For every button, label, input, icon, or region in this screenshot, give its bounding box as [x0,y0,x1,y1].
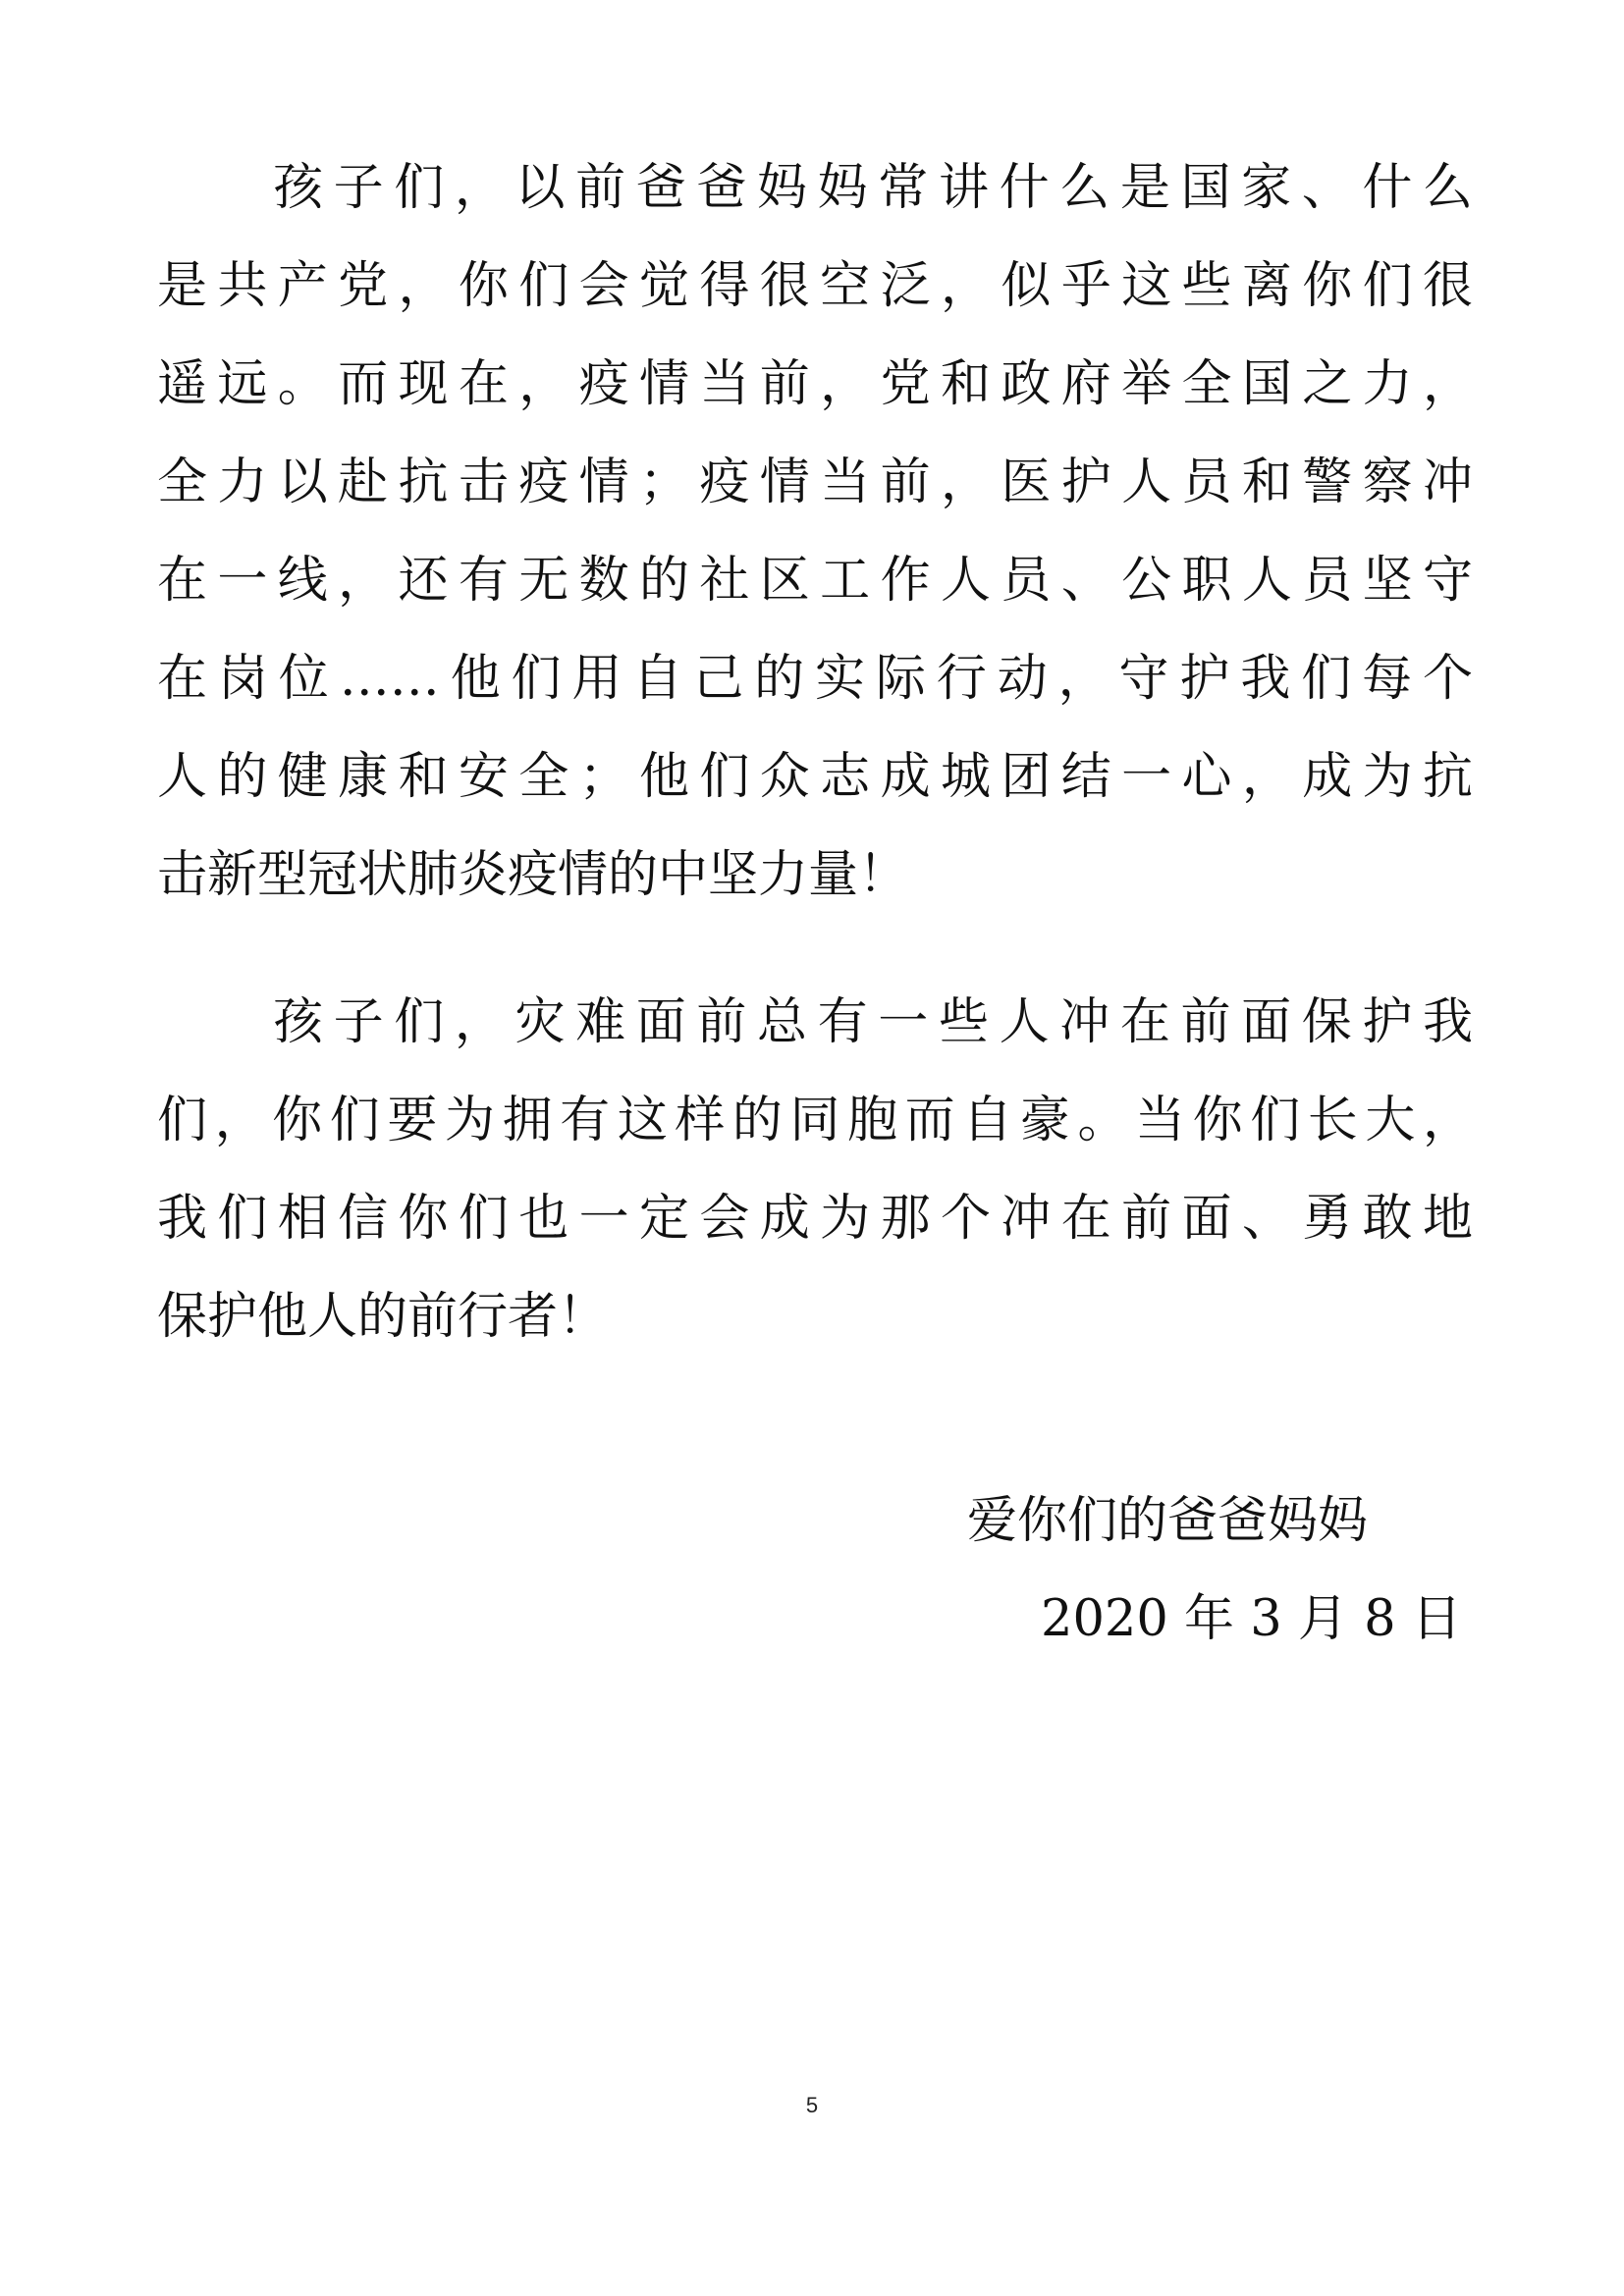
paragraph-1-line-5: 在一线，还有无数的社区工作人员、公职人员坚守 [157,552,1473,610]
paragraph-2-line-4: 保护他人的前行者！ [157,1288,609,1346]
letter-date: 2020 年 3 月 8 日 [1041,1590,1462,1648]
paragraph-1-line-1: 孩子们，以前爸爸妈妈常讲什么是国家、什么 [273,159,1473,217]
paragraph-1-line-3: 遥远。而现在，疫情当前，党和政府举全国之力， [157,355,1473,413]
paragraph-1-line-8: 击新型冠状肺炎疫情的中坚力量！ [157,846,909,904]
paragraph-2-line-1: 孩子们，灾难面前总有一些人冲在前面保护我 [273,993,1473,1051]
paragraph-1-line-7: 人的健康和安全；他们众志成城团结一心，成为抗 [157,748,1473,806]
paragraph-2-line-3: 我们相信你们也一定会成为那个冲在前面、勇敢地 [157,1190,1473,1248]
paragraph-1-line-2: 是共产党，你们会觉得很空泛，似乎这些离你们很 [157,257,1473,315]
signature: 爱你们的爸爸妈妈 [967,1492,1369,1550]
paragraph-1-line-6: 在岗位……他们用自己的实际行动，守护我们每个 [157,650,1473,708]
paragraph-1-line-4: 全力以赴抗击疫情；疫情当前，医护人员和警察冲 [157,454,1473,511]
paragraph-2-line-2: 们，你们要为拥有这样的同胞而自豪。当你们长大， [157,1092,1473,1149]
page-number: 5 [805,2093,819,2117]
